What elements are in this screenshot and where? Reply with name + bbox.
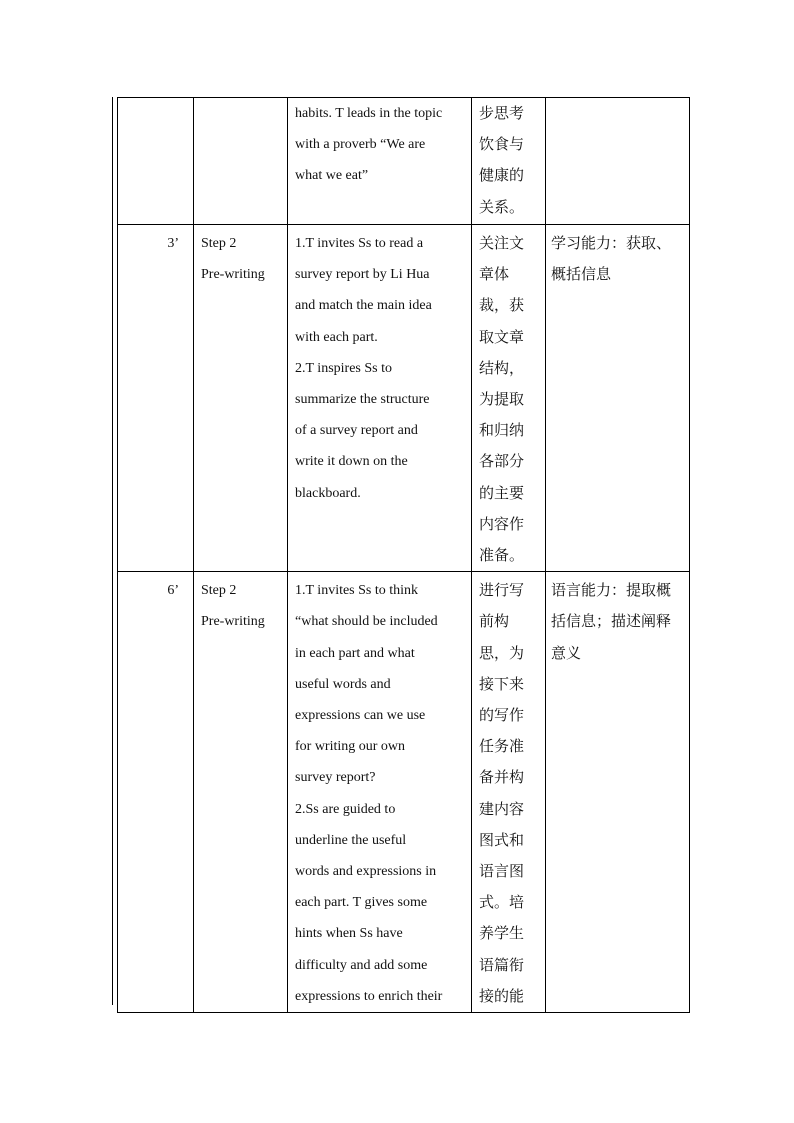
ability-text: 语言能力：提取概 bbox=[551, 581, 672, 600]
purpose-text: 进行写 bbox=[479, 581, 525, 600]
purpose-text: 和归纳 bbox=[479, 421, 525, 440]
step-text: Step 2 bbox=[201, 236, 237, 251]
lesson-plan-body bbox=[118, 98, 690, 1013]
activity-text: expressions to enrich their bbox=[295, 988, 443, 1004]
ability-text: 学习能力：获取、 bbox=[551, 234, 672, 252]
activity-text: hints when Ss have bbox=[295, 926, 403, 942]
table-row bbox=[118, 572, 690, 1013]
activity-text: survey report? bbox=[295, 770, 376, 786]
purpose-text: 思，为 bbox=[479, 643, 525, 662]
purpose-text: 语言图 bbox=[479, 862, 525, 881]
purpose-text: 准备。 bbox=[479, 546, 525, 565]
purpose-text: 备并构 bbox=[479, 768, 525, 787]
activity-text: write it down on the bbox=[295, 454, 408, 470]
activity-text: habits. T leads in the topic bbox=[295, 106, 443, 121]
purpose-text: 语篇衔 bbox=[479, 955, 525, 974]
ability-cell bbox=[546, 572, 690, 1013]
purpose-cell bbox=[472, 572, 546, 1013]
purpose-text: 取文章 bbox=[479, 327, 525, 346]
purpose-text: 饮食与 bbox=[479, 135, 525, 154]
purpose-text: 关注文 bbox=[479, 234, 525, 252]
purpose-text: 的写作 bbox=[479, 706, 525, 725]
purpose-text: 接下来 bbox=[479, 674, 525, 693]
purpose-text: 的主要 bbox=[479, 483, 525, 502]
table-left-rule bbox=[112, 97, 113, 1005]
activity-text: summarize the structure bbox=[295, 392, 430, 408]
purpose-text: 结构， bbox=[479, 358, 525, 377]
purpose-text: 章体 bbox=[479, 265, 510, 284]
ability-cell bbox=[546, 225, 690, 572]
activity-text: survey report by Li Hua bbox=[295, 267, 430, 283]
activity-text: with a proverb “We are bbox=[295, 137, 426, 153]
purpose-text: 任务准 bbox=[479, 737, 525, 756]
purpose-text: 各部分 bbox=[479, 452, 525, 471]
ability-cell bbox=[546, 98, 690, 225]
step-text: Step 2 bbox=[201, 583, 237, 599]
time-cell: 3’ bbox=[118, 225, 194, 572]
activity-text: with each part. bbox=[295, 329, 378, 345]
activity-text: of a survey report and bbox=[295, 423, 418, 439]
step-text: Pre-writing bbox=[201, 614, 265, 630]
purpose-text: 图式和 bbox=[479, 830, 525, 849]
activity-text: 2.T inspires Ss to bbox=[295, 360, 392, 376]
activity-text: words and expressions in bbox=[295, 864, 437, 880]
activity-text: what we eat” bbox=[295, 168, 369, 184]
ability-text: 括信息；描述阐释 bbox=[551, 612, 672, 631]
ability-text: 意义 bbox=[551, 643, 582, 662]
activity-text: useful words and bbox=[295, 676, 391, 692]
activity-text: difficulty and add some bbox=[295, 957, 428, 973]
activity-text: 2.Ss are guided to bbox=[295, 801, 396, 817]
purpose-text: 式。培 bbox=[479, 893, 525, 912]
time-cell bbox=[118, 98, 194, 225]
purpose-text: 建内容 bbox=[479, 799, 525, 818]
activity-text: 1.T invites Ss to think bbox=[295, 583, 419, 599]
time-cell: 6’ bbox=[118, 572, 194, 1013]
purpose-cell bbox=[472, 225, 546, 572]
activity-text: underline the useful bbox=[295, 832, 407, 848]
activity-text: 1.T invites Ss to read a bbox=[295, 236, 424, 251]
purpose-text: 养学生 bbox=[479, 924, 525, 943]
purpose-text: 关系。 bbox=[479, 197, 525, 216]
activity-text: in each part and what bbox=[295, 645, 415, 661]
step-cell bbox=[194, 572, 288, 1013]
activity-cell bbox=[288, 98, 472, 225]
table-row bbox=[118, 225, 690, 572]
purpose-text: 前构 bbox=[479, 612, 510, 631]
ability-text: 概括信息 bbox=[551, 265, 612, 284]
purpose-text: 接的能 bbox=[479, 986, 525, 1005]
purpose-text: 为提取 bbox=[479, 390, 525, 409]
purpose-text: 裁，获 bbox=[479, 296, 525, 315]
activity-text: for writing our own bbox=[295, 739, 406, 755]
purpose-text: 步思考 bbox=[479, 104, 525, 122]
lesson-plan-table bbox=[117, 97, 690, 1013]
step-cell bbox=[194, 98, 288, 225]
activity-text: each part. T gives some bbox=[295, 895, 428, 911]
step-cell bbox=[194, 225, 288, 572]
purpose-text: 健康的 bbox=[479, 166, 525, 185]
purpose-cell bbox=[472, 98, 546, 225]
activity-cell bbox=[288, 572, 472, 1013]
table-row bbox=[118, 98, 690, 225]
step-text: Pre-writing bbox=[201, 267, 265, 283]
activity-text: expressions can we use bbox=[295, 708, 426, 724]
activity-text: and match the main idea bbox=[295, 298, 432, 314]
activity-text: blackboard. bbox=[295, 485, 361, 501]
activity-cell bbox=[288, 225, 472, 572]
activity-text: “what should be included bbox=[295, 614, 438, 630]
purpose-text: 内容作 bbox=[479, 514, 525, 533]
